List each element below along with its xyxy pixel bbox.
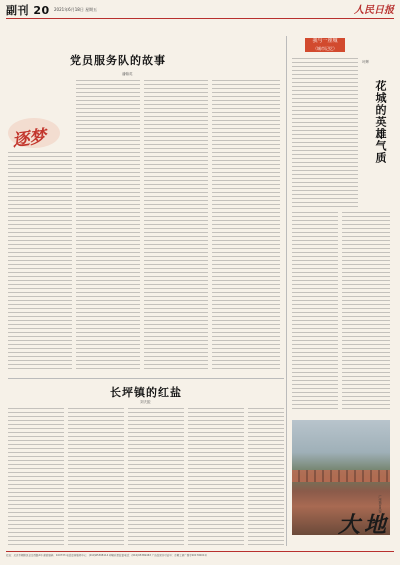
sidebar-author: 叶辉 [362, 60, 369, 64]
article-title: 党员服务队的故事 [70, 54, 166, 67]
article-author: 刘夫振 [140, 400, 151, 404]
article-title: 长坪镇的红盐 [110, 386, 182, 399]
city-photo-rooftops [292, 470, 390, 482]
sidebar-column [342, 212, 390, 412]
calligraphy-dadi: 大地 [338, 512, 391, 538]
photo-caption: 广州城市风貌 [378, 495, 382, 513]
sidebar-title: 花城的英雄气质 [374, 80, 387, 164]
article-column [68, 408, 124, 546]
calligraphy-title: 逐梦 [11, 126, 48, 152]
article-column [76, 80, 140, 372]
page-number: 副刊 20 [6, 4, 50, 17]
article-column [8, 408, 64, 546]
article-author: 潘翰英 [122, 72, 133, 76]
sidebar-column [292, 58, 358, 208]
article-column [248, 408, 284, 546]
footer-info: 社址：北京市朝阳区金台西路2号 邮政编码：100733 电话查询服务中心：(010)65368114 印刷质量监督电话：(010)65369463 广告经营许可证号：京朝工商广登字20170001号 [6, 551, 394, 560]
article-column [8, 152, 72, 372]
date-line: 2021年6月18日 星期五 [54, 7, 98, 12]
article-column [144, 80, 208, 372]
section-tag: 我与一座城 （城市记忆） [305, 38, 345, 52]
sidebar-column [292, 212, 338, 412]
section-divider [8, 378, 284, 379]
article-column [212, 80, 280, 372]
article-column [188, 408, 244, 546]
masthead-logo: 人民日报 [354, 5, 394, 16]
article-column [128, 408, 184, 546]
column-divider [286, 36, 287, 546]
